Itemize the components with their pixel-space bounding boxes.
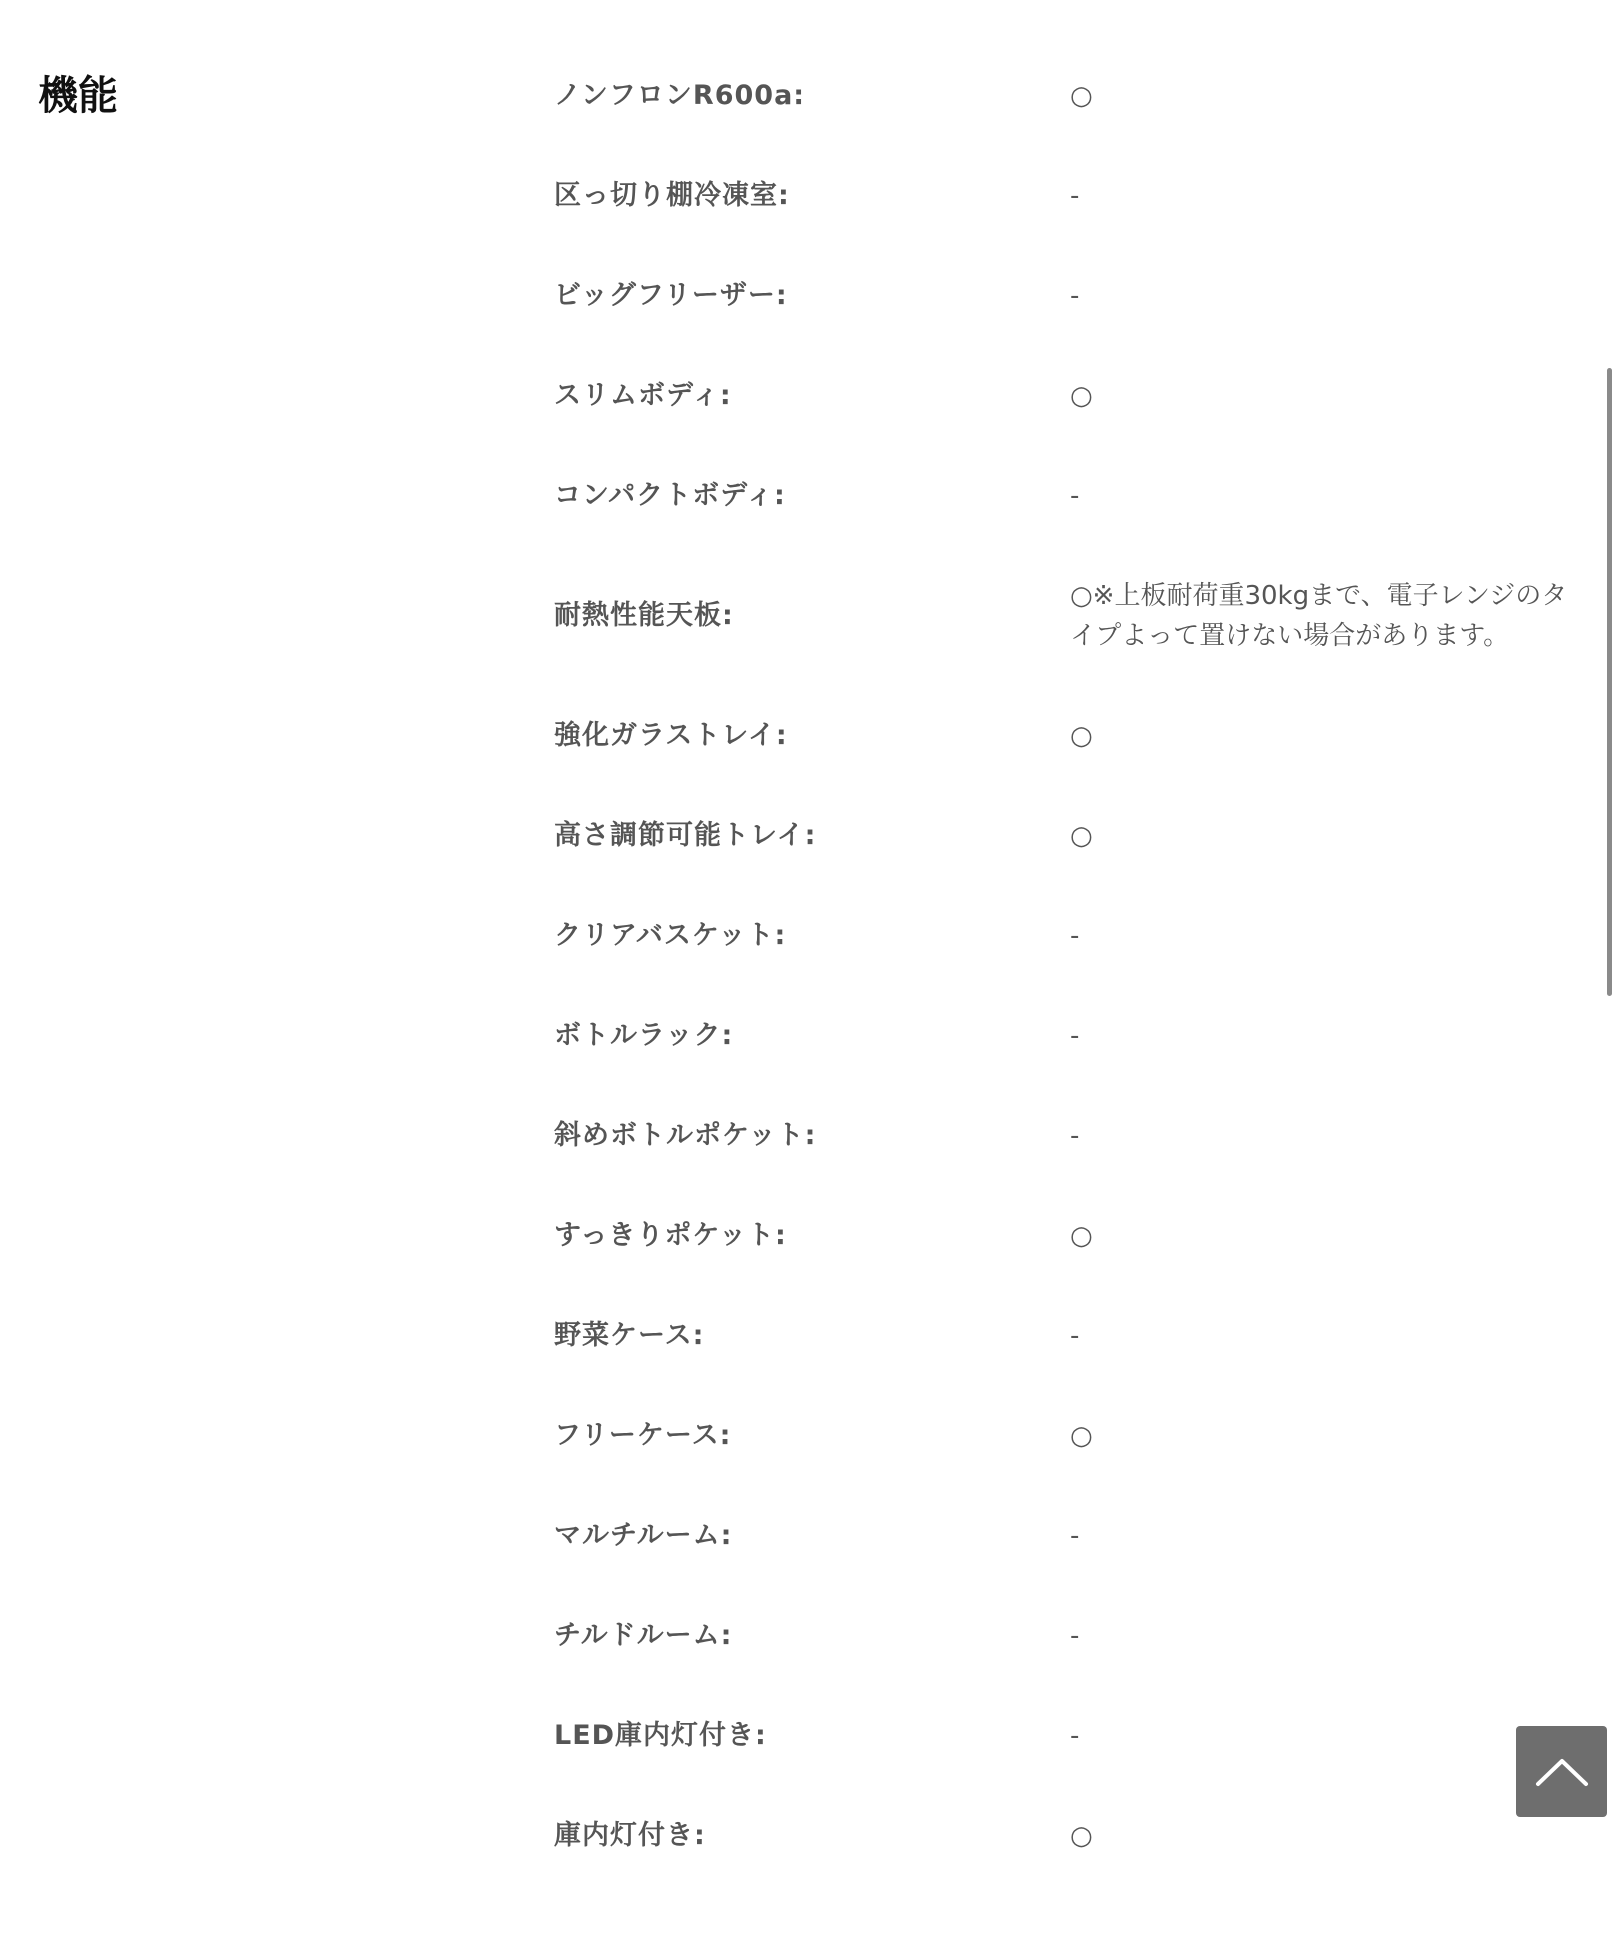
section-title: 機能 — [38, 73, 118, 119]
spec-row-heat-resistant-top — [554, 546, 1574, 686]
spec-row-non-freon — [554, 46, 1574, 146]
spec-label: クリアバスケット: — [554, 920, 787, 951]
spec-label: 区っ切り棚冷凍室: — [554, 180, 790, 211]
spec-label: ノンフロンR600a: — [554, 80, 806, 111]
spec-value: ○ — [1070, 1221, 1093, 1251]
spec-label: 強化ガラストレイ: — [554, 720, 788, 751]
spec-value: - — [1070, 1021, 1080, 1051]
spec-row-clear-basket — [554, 886, 1574, 986]
spec-value: - — [1070, 481, 1080, 511]
spec-row-glass-tray — [554, 686, 1574, 786]
spec-row-partition-freezer — [554, 146, 1574, 246]
spec-label: すっきりポケット: — [554, 1220, 787, 1251]
spec-value: - — [1070, 1621, 1080, 1651]
spec-row-led-interior-light — [554, 1686, 1574, 1786]
spec-value: - — [1070, 1321, 1080, 1351]
spec-value: - — [1070, 281, 1080, 311]
spec-label: 野菜ケース: — [554, 1320, 705, 1351]
spec-value: - — [1070, 921, 1080, 951]
spec-label: チルドルーム: — [554, 1620, 733, 1651]
spec-label: LED庫内灯付き: — [554, 1720, 767, 1751]
spec-row-diagonal-bottle-pocket — [554, 1086, 1574, 1186]
spec-label: マルチルーム: — [554, 1520, 733, 1551]
spec-label: フリーケース: — [554, 1420, 732, 1451]
spec-value: ○ — [1070, 81, 1093, 111]
spec-value: ○ — [1070, 1421, 1093, 1451]
spec-value: ○ — [1070, 381, 1093, 411]
spec-row-big-freezer — [554, 246, 1574, 346]
spec-row-free-case — [554, 1386, 1574, 1486]
spec-row-compact-body — [554, 446, 1574, 546]
spec-list — [554, 46, 1574, 1886]
spec-row-vegetable-case — [554, 1286, 1574, 1386]
spec-row-slim-body — [554, 346, 1574, 446]
spec-label: コンパクトボディ: — [554, 480, 786, 511]
spec-row-adjustable-tray — [554, 786, 1574, 886]
spec-value: ○ — [1070, 721, 1093, 751]
spec-label: ボトルラック: — [554, 1020, 734, 1051]
spec-label: スリムボディ: — [554, 380, 732, 411]
spec-row-multi-room — [554, 1486, 1574, 1586]
spec-row-neat-pocket — [554, 1186, 1574, 1286]
spec-value: - — [1070, 1521, 1080, 1551]
scrollbar-thumb[interactable] — [1607, 368, 1612, 996]
spec-value: - — [1070, 181, 1080, 211]
spec-label: 高さ調節可能トレイ: — [554, 820, 817, 851]
spec-label: 耐熱性能天板: — [554, 600, 734, 631]
spec-value: - — [1070, 1721, 1080, 1751]
spec-value: ○ — [1070, 821, 1093, 851]
spec-value: ○ — [1070, 1821, 1093, 1851]
spec-label: ビッグフリーザー: — [554, 280, 788, 311]
chevron-up-icon — [1535, 1757, 1589, 1787]
spec-row-chilled-room — [554, 1586, 1574, 1686]
spec-row-interior-light — [554, 1786, 1574, 1886]
spec-label: 斜めボトルポケット: — [554, 1120, 817, 1151]
spec-value: - — [1070, 1121, 1080, 1151]
spec-value: ○※上板耐荷重30kgまで、電子レンジのタイプよって置けない場合があります。 — [1070, 581, 1568, 651]
back-to-top-button[interactable] — [1516, 1726, 1607, 1817]
spec-row-bottle-rack — [554, 986, 1574, 1086]
spec-label: 庫内灯付き: — [554, 1820, 706, 1851]
